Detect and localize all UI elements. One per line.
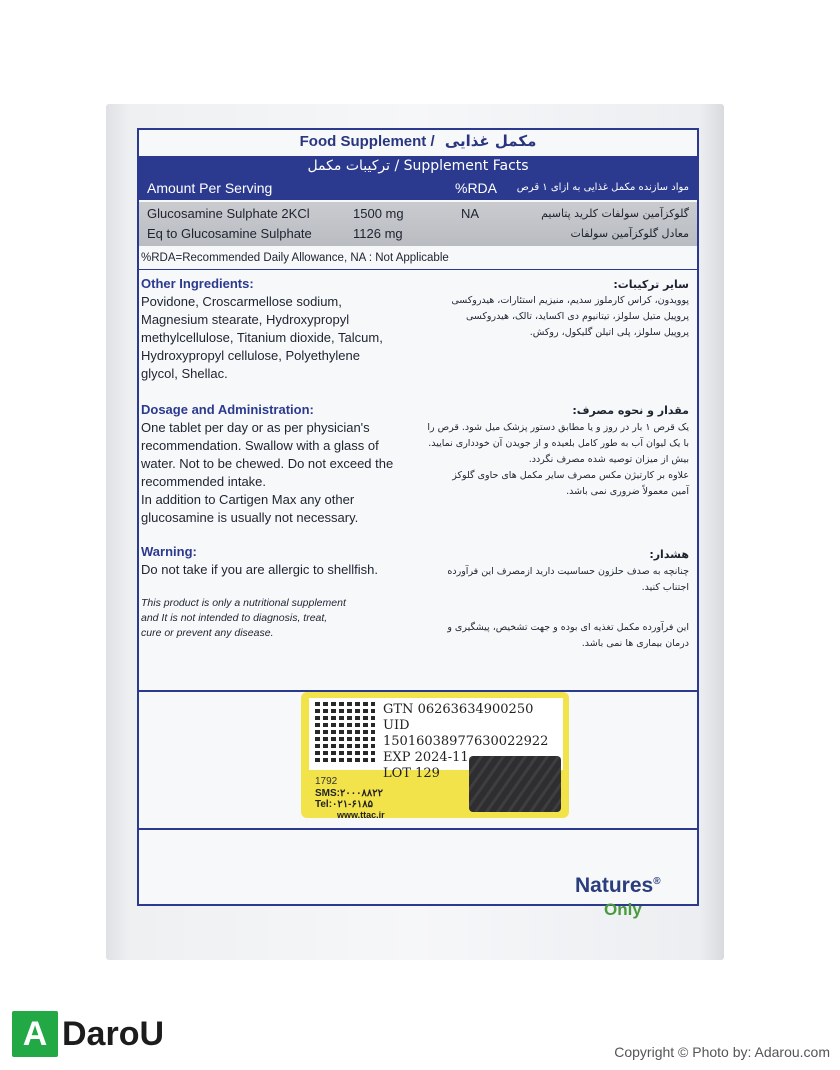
warning-title: Warning:	[141, 544, 197, 559]
copyright-text: Copyright © Photo by: Adarou.com	[614, 1044, 830, 1060]
dosage-title: Dosage and Administration:	[141, 402, 314, 417]
row-2-amount: 1126 mg	[353, 226, 403, 241]
logo-letter: A	[12, 1011, 58, 1057]
ingredient-table	[139, 202, 697, 246]
disclaimer-fa: این فرآورده مکمل تغذیه ای بوده و جهت تشخیص، پیشگیری و درمان بیماری ها نمی باشد.	[447, 622, 689, 649]
divider	[139, 269, 697, 270]
title-en: Food Supplement /	[299, 133, 435, 150]
row-1-amount: 1500 mg	[353, 206, 404, 221]
brand-sub: Only	[604, 900, 642, 919]
disclaimer-en: This product is only a nutritional supplement and It is not intended to diagnosis, treat, cure or prevent any disease.	[141, 597, 346, 639]
amount-per-serving-bar	[139, 176, 697, 200]
brand-logo	[575, 874, 661, 898]
box-title	[139, 132, 697, 154]
warning-body: Do not take if you are allergic to shellfish.	[141, 562, 379, 577]
other-ingredients-body-fa: پوویدون، کراس کارملوز سدیم، منیزیم استئارات، هیدروکسی پروپیل متیل سلولز، تیتانیوم دی اکساید، تالک، هیدروکسی پروپیل سلولز، پلی اتیلن گلیکول، روکش.	[451, 295, 689, 338]
sticker-website: www.ttac.ir	[337, 810, 385, 820]
datamatrix-code	[315, 702, 375, 762]
lot-number: LOT 129	[383, 766, 440, 781]
brand-registered-mark: ®	[653, 876, 661, 887]
rda-label: %RDA	[455, 180, 498, 196]
other-ingredients-title: Other Ingredients:	[141, 276, 254, 291]
other-ingredients-body: Povidone, Croscarmellose sodium, Magnesium stearate, Hydroxypropyl methylcellulose, Titanium dioxide, Talcum, Hydroxypropyl cellulose, Polyethylene glycol, Shellac.	[141, 294, 383, 381]
sticker-tel: Tel:۰۲۱-۶۱۸۵	[315, 799, 373, 810]
amount-label-fa: مواد سازنده مکمل غذایی به ازای ۱ قرص	[516, 182, 689, 193]
sticker-sms: SMS:۲۰۰۰۸۸۲۲	[315, 788, 383, 799]
uid-code: UID 15016038977630022922	[383, 718, 549, 749]
scratch-window	[469, 756, 561, 812]
amount-label: Amount Per Serving	[147, 180, 273, 196]
brand-name: Natures	[575, 874, 654, 897]
dosage-title-fa: مقدار و نحوه مصرف:	[572, 404, 689, 417]
rda-footnote: %RDA=Recommended Daily Allowance, NA : Not Applicable	[141, 252, 449, 264]
label-panel	[137, 128, 699, 906]
title-fa: مکمل غذایی	[444, 132, 537, 150]
logo-text: DaroU	[62, 1014, 165, 1053]
row-1-name: Glucosamine Sulphate 2KCl	[147, 206, 310, 221]
dosage-body: One tablet per day or as per physician's recommendation. Swallow with a glass of water. Not to be chewed. Do not exceed the recommended intake. In addition to Cartigen Max any other glucosamine is usually not necessary.	[141, 420, 394, 525]
other-ingredients-title-fa: سایر ترکیبات:	[613, 278, 689, 291]
watermark-logo	[12, 1010, 164, 1058]
row-2-name: Eq to Glucosamine Sulphate	[147, 226, 312, 241]
exp-date: EXP 2024-11	[383, 750, 469, 765]
warning-body-fa: چنانچه به صدف حلزون حساسیت دارید ازمصرف این فرآورده اجتناب کنید.	[447, 566, 689, 593]
authenticity-sticker	[301, 692, 569, 818]
dosage-body-fa: یک قرص ۱ بار در روز و یا مطابق دستور پزشک میل شود. قرص را با یک لیوان آب به طور کامل بلعیده و از جویدن آن خودداری نمایید. بیش از میزان توصیه شده مصرف نگردد. علاوه بر کارتیژن مکس مصرف سایر مکمل های حاوی گلوکز آمین معمولاً ضروری نمی باشد.	[427, 422, 689, 497]
sticker-area	[139, 690, 697, 830]
sticker-serial: 1792	[315, 776, 338, 787]
row-1-rda: NA	[461, 206, 480, 221]
supplement-facts-bar: Supplement Facts / ترکیبات مکمل	[139, 156, 697, 176]
row-2-name-fa: معادل گلوکزآمین سولفات	[570, 227, 689, 240]
row-1-name-fa: گلوکزآمین سولفات کلرید پتاسیم	[541, 207, 689, 220]
warning-title-fa: هشدار:	[649, 548, 689, 561]
gtn-code: GTN 06263634900250	[383, 702, 534, 717]
